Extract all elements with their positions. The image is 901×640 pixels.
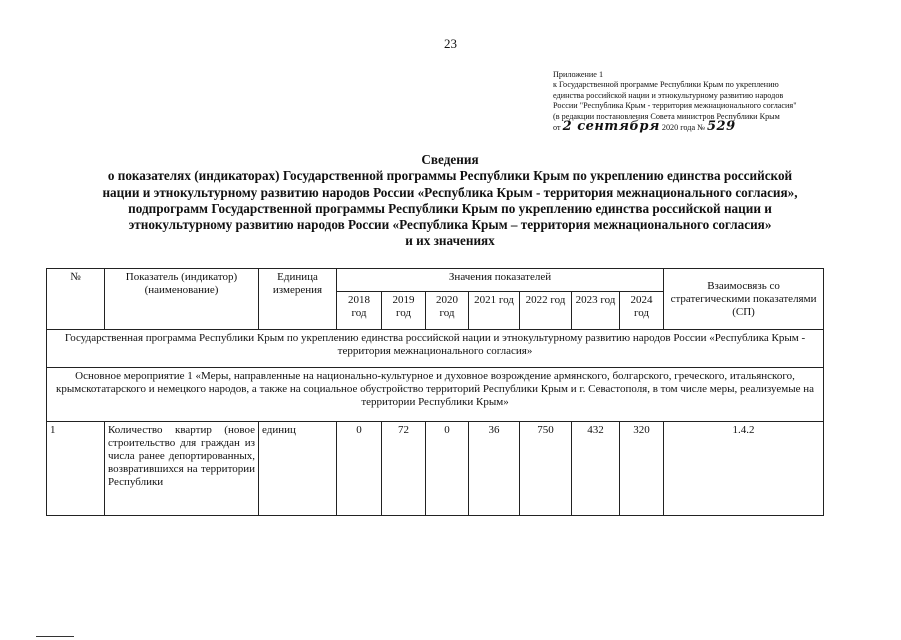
row-value: 36 bbox=[469, 422, 520, 516]
header-year: 2019 год bbox=[382, 292, 426, 330]
program-row: Государственная программа Республики Крым по укреплению единства российской нации и этнокультурному развитию народов России «Республика Крым - территория межнационального согласия» bbox=[47, 330, 824, 368]
row-value: 0 bbox=[337, 422, 382, 516]
title-line: Сведения bbox=[421, 152, 479, 167]
appendix-line: России "Республика Крым - территория межнационального согласия" bbox=[553, 101, 797, 111]
header-year: 2021 год bbox=[469, 292, 520, 330]
appendix-line: (в редакции постановления Совета министров Республики Крым bbox=[553, 111, 780, 121]
row-value: 320 bbox=[620, 422, 664, 516]
header-year: 2024 год bbox=[620, 292, 664, 330]
row-value: 72 bbox=[382, 422, 426, 516]
handwritten-date: 2 сентября bbox=[562, 119, 660, 135]
appendix-date-line bbox=[553, 119, 853, 135]
appendix-from: от bbox=[553, 123, 561, 133]
header-num: № bbox=[47, 269, 105, 330]
appendix-line: Приложение 1 bbox=[553, 70, 604, 79]
appendix-line: к Государственной программе Республики Крым по укреплению bbox=[553, 80, 779, 90]
row-value: 0 bbox=[426, 422, 469, 516]
footnote-divider bbox=[36, 636, 74, 637]
table-row bbox=[47, 422, 824, 516]
title-line: нации и этнокультурному развитию народов России «Республика Крым - территория межнационального согласия», bbox=[102, 184, 798, 200]
header-indicator: Показатель (индикатор) (наименование) bbox=[105, 269, 259, 330]
row-value: 432 bbox=[572, 422, 620, 516]
appendix-year: 2020 года № bbox=[661, 123, 705, 133]
header-year: 2018 год bbox=[337, 292, 382, 330]
header-year: 2022 год bbox=[520, 292, 572, 330]
row-num: 1 bbox=[47, 422, 105, 516]
header-year: 2023 год bbox=[572, 292, 620, 330]
title-line: подпрограмм Государственной программы Республики Крым по укреплению единства российской нации и bbox=[128, 200, 772, 216]
document-title bbox=[40, 152, 860, 250]
title-line: о показателях (индикаторах) Государственной программы Республики Крым по укреплению единства российской bbox=[107, 168, 793, 184]
page-number: 23 bbox=[444, 36, 457, 51]
header-year: 2020 год bbox=[426, 292, 469, 330]
row-unit: единиц bbox=[259, 422, 337, 516]
title-line: и их значениях bbox=[405, 233, 495, 249]
row-link: 1.4.2 bbox=[664, 422, 824, 516]
header-link: Взаимосвязь со стратегическими показателями (СП) bbox=[664, 269, 824, 330]
handwritten-number: 529 bbox=[706, 119, 736, 135]
indicators-table bbox=[46, 268, 824, 516]
appendix-line: единства российской нации и этнокультурному развитию народов bbox=[553, 90, 784, 100]
header-unit: Единица измерения bbox=[259, 269, 337, 330]
header-values: Значения показателей bbox=[337, 269, 664, 292]
title-line: этнокультурному развитию народов России «Республика Крым – территория межнационального согласия» bbox=[128, 217, 772, 233]
appendix-note bbox=[553, 70, 853, 133]
row-value: 750 bbox=[520, 422, 572, 516]
row-indicator: Количество квартир (новое строительство для граждан из числа ранее депортированных, возвратившихся на территории Республики bbox=[105, 422, 259, 516]
activity-row: Основное мероприятие 1 «Меры, направленные на национально-культурное и духовное возрождение армянского, болгарского, греческого, итальянского, крымскотатарского и немецкого народов, а также на социальное обустройство территорий Республики Крым и г. Севастополя, в том числе меры, реализуемые на территории Республики Крым» bbox=[47, 368, 824, 422]
